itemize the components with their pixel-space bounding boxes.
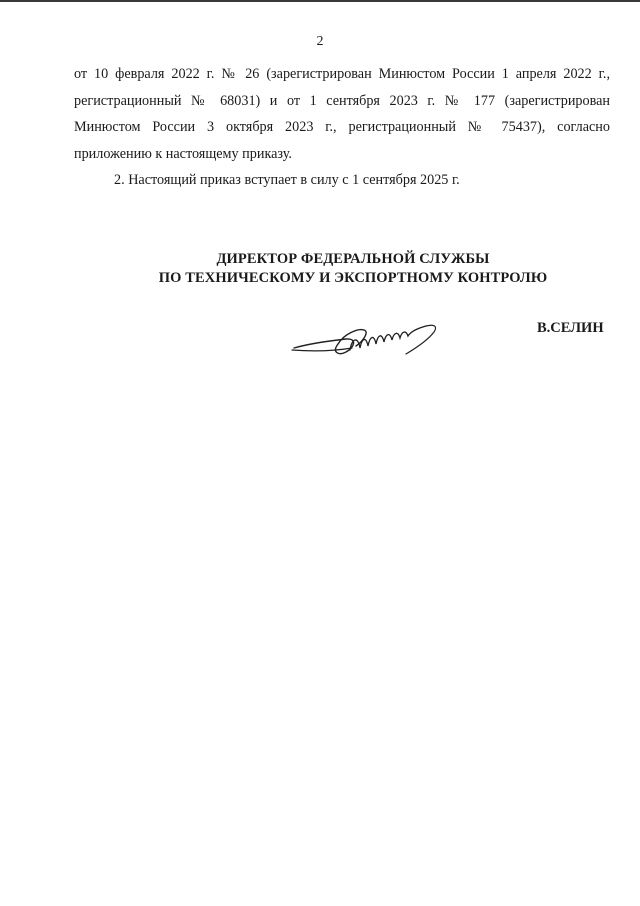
body-line: Минюстом России 3 октября 2023 г., регистрационный № 75437), согласно (74, 119, 610, 135)
signatory-title-line-2: ПО ТЕХНИЧЕСКОМУ И ЭКСПОРТНОМУ КОНТРОЛЮ (158, 270, 548, 286)
paragraph-2: 2. Настоящий приказ вступает в силу с 1 сентября 2025 г. (114, 172, 460, 188)
page-top-edge (0, 0, 640, 2)
body-line: приложению к настоящему приказу. (74, 145, 292, 162)
body-line: от 10 февраля 2022 г. № 26 (зарегистрирован Минюстом России 1 апреля 2022 г., (74, 66, 610, 82)
handwritten-signature (288, 308, 448, 368)
document-body (74, 61, 610, 194)
body-line: регистрационный № 68031) и от 1 сентября 2023 г. № 177 (зарегистрирован (74, 92, 610, 109)
signatory-title-line-1: ДИРЕКТОР ФЕДЕРАЛЬНОЙ СЛУЖБЫ (216, 251, 490, 267)
page-number: 2 (316, 34, 324, 49)
signatory-title (0, 250, 640, 288)
signer-name: В.СЕЛИН (537, 320, 604, 336)
